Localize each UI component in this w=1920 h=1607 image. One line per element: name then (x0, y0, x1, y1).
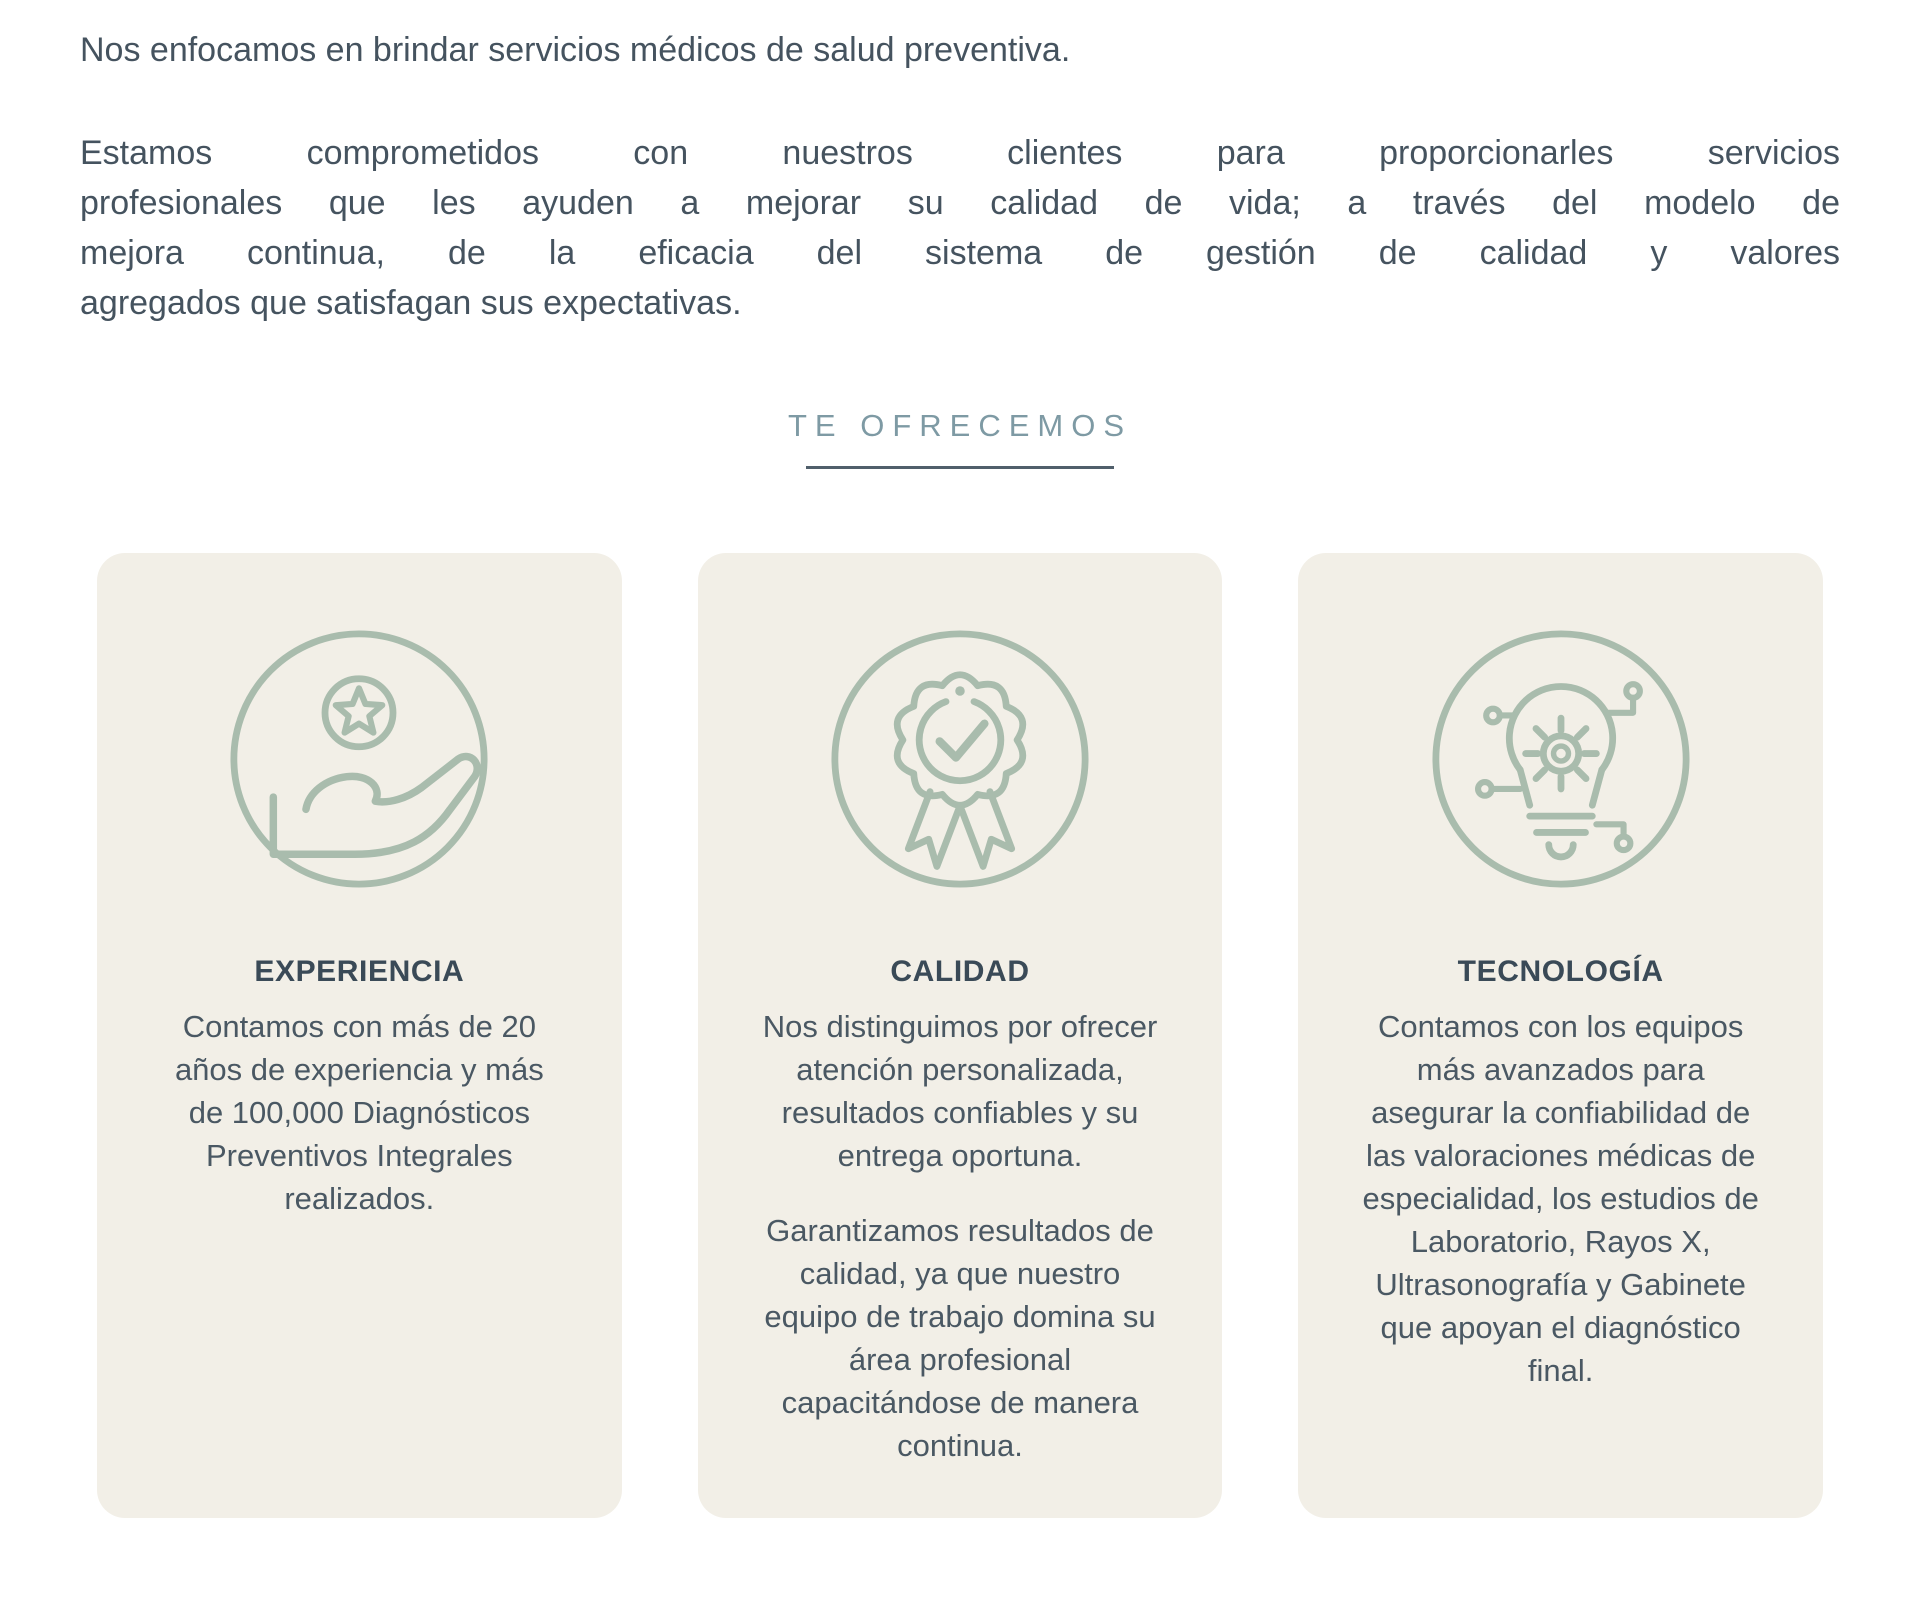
intro-paragraph-2-line-1: Estamos comprometidos con nuestros clientes para proporcionarles servicios (80, 134, 1840, 172)
card-paragraph: Garantizamos resultados de calidad, ya que nuestro equipo de trabajo domina su área profesional capacitándose de manera continua. (764, 1213, 1156, 1463)
card-icon-wrap (137, 623, 582, 895)
feature-cards (80, 553, 1840, 1518)
intro-paragraph-2-line-2: profesionales que les ayuden a mejorar su calidad de vida; a través del modelo de (80, 184, 1840, 222)
section-heading: TE OFRECEMOS (787, 408, 1132, 443)
heading-underline (806, 466, 1114, 469)
card-experiencia (97, 553, 622, 1518)
award-ribbon-icon (824, 623, 1096, 895)
card-title: CALIDAD (890, 955, 1030, 988)
card-icon-wrap (1338, 623, 1783, 895)
intro-paragraph-2 (80, 128, 1840, 328)
card-icon-wrap (738, 623, 1183, 895)
lightbulb-gear-icon (1425, 623, 1697, 895)
card-tecnologia (1298, 553, 1823, 1518)
card-calidad (698, 553, 1223, 1518)
intro-paragraph-2-line-4: agregados que satisfagan sus expectativas. (80, 284, 742, 322)
intro-paragraph-2-line-3: mejora continua, de la eficacia del sistema de gestión de calidad y valores (80, 234, 1840, 272)
card-paragraph: Contamos con más de 20 años de experiencia y más de 100,000 Diagnósticos Preventivos Integrales realizados. (174, 1009, 544, 1216)
card-paragraph: Contamos con los equipos más avanzados para asegurar la confiabilidad de las valoraciones médicas de especialidad, los estudios de Laboratorio, Rayos X, Ultrasonografía y Gabinete que apoyan el diagnóstico final. (1362, 1009, 1759, 1388)
intro-paragraph-1: Nos enfocamos en brindar servicios médicos de salud preventiva. (80, 31, 1071, 69)
hand-star-icon (223, 623, 495, 895)
card-paragraph: Nos distinguimos por ofrecer atención personalizada, resultados confiables y su entrega oportuna. (762, 1009, 1158, 1173)
card-title: EXPERIENCIA (254, 955, 465, 988)
card-title: TECNOLOGÍA (1457, 955, 1664, 988)
